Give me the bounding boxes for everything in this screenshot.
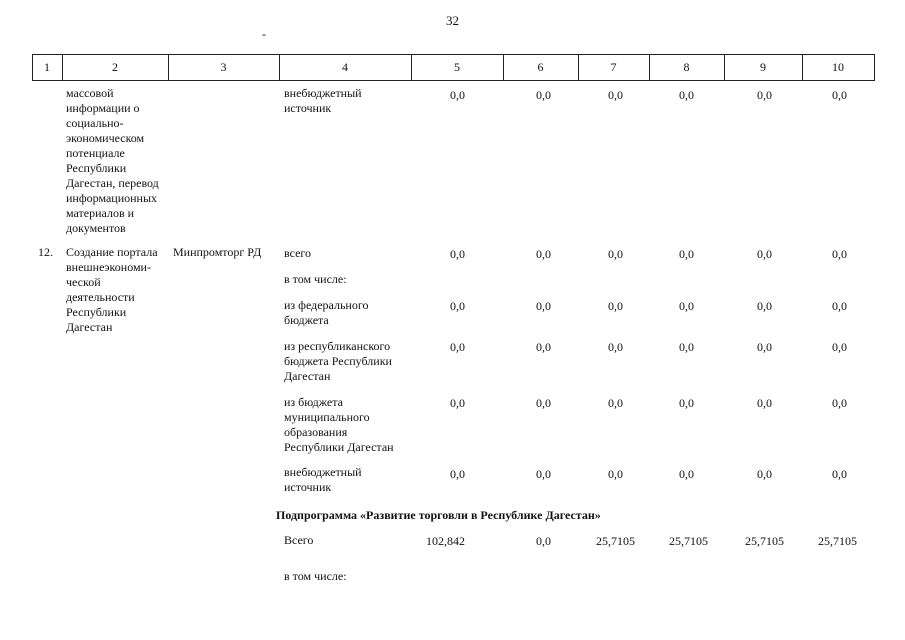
column-header: 5 (454, 60, 460, 74)
value-cell: 0,0 (536, 299, 551, 313)
value-cell: 25,7105 (745, 534, 784, 548)
value-cell: 0,0 (450, 396, 465, 410)
column-header: 8 (683, 60, 690, 74)
value-cell: 0,0 (757, 340, 772, 354)
funding-source: из бюджета муниципального образования Республики Дагестан (284, 395, 394, 454)
measure-name: массовой информации о социально- экономическом потенциале Республики Дагестан, перевод информационных материалов и документов (66, 86, 159, 235)
value-cell: 0,0 (832, 340, 847, 354)
value-cell: 0,0 (608, 467, 623, 481)
value-cell: 0,0 (757, 396, 772, 410)
value-cell: 0,0 (757, 88, 772, 102)
header-top-rule (32, 54, 874, 55)
funding-source: внебюджетный источник (284, 465, 362, 494)
funding-source: внебюджетный источник (284, 86, 362, 115)
value-cell: 0,0 (608, 88, 623, 102)
value-cell: 0,0 (679, 247, 694, 261)
stray-dash: - (262, 27, 266, 41)
column-header: 4 (342, 60, 348, 74)
total-label: Всего (284, 533, 314, 547)
column-header: 10 (832, 60, 844, 74)
value-cell: 0,0 (608, 396, 623, 410)
value-cell: 0,0 (757, 247, 772, 261)
value-cell: 0,0 (536, 88, 551, 102)
value-cell: 0,0 (450, 88, 465, 102)
value-cell: 0,0 (832, 247, 847, 261)
executor: Минпромторг РД (173, 245, 262, 259)
column-header: 3 (220, 60, 227, 74)
column-header: 7 (610, 60, 617, 74)
value-cell: 0,0 (679, 467, 694, 481)
value-cell: 0,0 (757, 467, 772, 481)
column-header: 6 (537, 60, 544, 74)
column-header: 1 (44, 60, 50, 74)
value-cell: 0,0 (450, 340, 465, 354)
row-number: 12. (38, 245, 53, 259)
value-cell: 0,0 (536, 340, 551, 354)
value-cell: 0,0 (679, 340, 694, 354)
value-cell: 25,7105 (596, 534, 635, 548)
measure-name: Создание портала внешнеэкономи- ческой деятельности Республики Дагестан (66, 245, 158, 334)
value-cell: 0,0 (536, 467, 551, 481)
header-bottom-rule (32, 80, 874, 81)
value-cell: 0,0 (536, 534, 551, 548)
value-cell: 0,0 (757, 299, 772, 313)
value-cell: 0,0 (450, 299, 465, 313)
funding-source: из федерального бюджета (284, 298, 369, 327)
value-cell: 0,0 (679, 299, 694, 313)
value-cell: 0,0 (832, 88, 847, 102)
value-cell: 25,7105 (669, 534, 708, 548)
value-cell: 0,0 (832, 467, 847, 481)
subprogram-title: Подпрограмма «Развитие торговли в Республике Дагестан» (276, 508, 601, 522)
value-cell: 0,0 (832, 299, 847, 313)
page-number: 32 (446, 13, 459, 28)
column-header: 2 (112, 60, 118, 74)
including-label: в том числе: (284, 569, 347, 583)
value-cell: 0,0 (679, 88, 694, 102)
value-cell: 0,0 (608, 340, 623, 354)
funding-source: из республиканского бюджета Республики Дагестан (284, 339, 392, 383)
funding-source: всего (284, 246, 312, 260)
column-header: 9 (760, 60, 766, 74)
value-cell: 0,0 (536, 247, 551, 261)
value-cell: 0,0 (450, 467, 465, 481)
value-cell: 0,0 (608, 247, 623, 261)
value-cell: 0,0 (679, 396, 694, 410)
value-cell: 0,0 (450, 247, 465, 261)
value-cell: 25,7105 (818, 534, 857, 548)
value-cell: 0,0 (832, 396, 847, 410)
value-cell: 0,0 (608, 299, 623, 313)
header-divider (874, 54, 875, 81)
value-cell: 0,0 (536, 396, 551, 410)
funding-source: в том числе: (284, 272, 347, 286)
value-cell: 102,842 (426, 534, 465, 548)
